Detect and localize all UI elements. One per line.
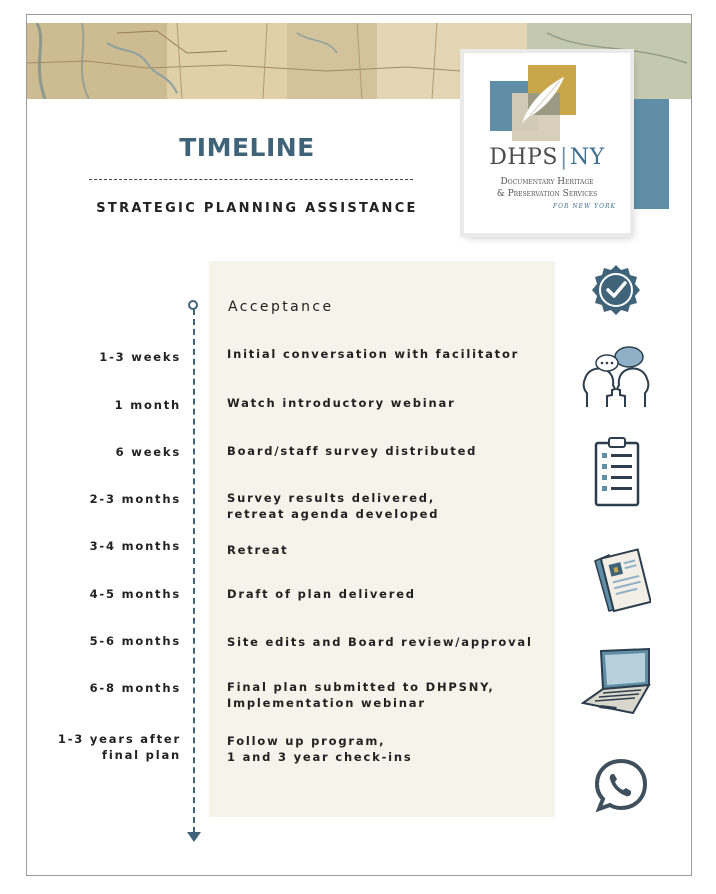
step-description-line: Implementation webinar [227, 696, 426, 710]
logo-subtitle-line1: Documentary Heritage [500, 177, 594, 187]
step-time: 4-5 months [89, 587, 181, 601]
logo-wordmark: DHPS|NY [489, 145, 605, 170]
quill-logo-icon [464, 53, 630, 143]
step-description-line: Follow up program, [227, 734, 386, 748]
conversation-heads-icon [581, 345, 651, 409]
document-report-icon [587, 547, 651, 613]
step-description-line: retreat agenda developed [227, 507, 440, 521]
step-description-line: 1 and 3 year check-ins [227, 750, 413, 764]
logo-subtitle-line2: & Preservation Services [496, 189, 598, 199]
step-description: Initial conversation with facilitator [227, 347, 520, 361]
step-time: 3-4 months [89, 539, 181, 553]
timeline-start-marker [188, 300, 198, 310]
step-time [58, 731, 181, 763]
step-time: 6 weeks [115, 445, 181, 459]
logo-subtitle-line3: FOR NEW YORK [552, 203, 616, 210]
step-description [227, 733, 413, 765]
step-time: 2-3 months [89, 492, 181, 506]
clipboard-checklist-icon [593, 437, 641, 507]
laptop-icon [581, 645, 653, 715]
step-description [227, 679, 495, 711]
document-page [26, 14, 692, 876]
timeline-end-arrow [187, 832, 201, 842]
step-description-line: Final plan submitted to DHPSNY, [227, 680, 495, 694]
step-description-line: Survey results delivered, [227, 491, 436, 505]
page-title: TIMELINE [179, 133, 315, 162]
step-time: 1 month [114, 398, 181, 412]
step-time: 6-8 months [89, 681, 181, 695]
step-description: Retreat [227, 543, 289, 557]
step-time-line: 1-3 years after [57, 732, 181, 746]
step-time: 1-3 weeks [99, 350, 181, 364]
timeline-start-label: Acceptance [228, 299, 334, 315]
step-description: Site edits and Board review/approval [227, 635, 533, 649]
step-time: 5-6 months [89, 634, 181, 648]
step-description: Draft of plan delivered [227, 587, 416, 601]
step-description: Board/staff survey distributed [227, 444, 478, 458]
page-subtitle: STRATEGIC PLANNING ASSISTANCE [96, 201, 418, 216]
logo [464, 53, 630, 233]
step-description [227, 490, 439, 522]
step-time-line: final plan [102, 748, 181, 762]
timeline-line [193, 309, 195, 833]
step-description: Watch introductory webinar [227, 396, 456, 410]
title-divider [89, 179, 413, 180]
phone-chat-icon [593, 757, 649, 813]
checkmark-badge-icon [589, 263, 643, 317]
